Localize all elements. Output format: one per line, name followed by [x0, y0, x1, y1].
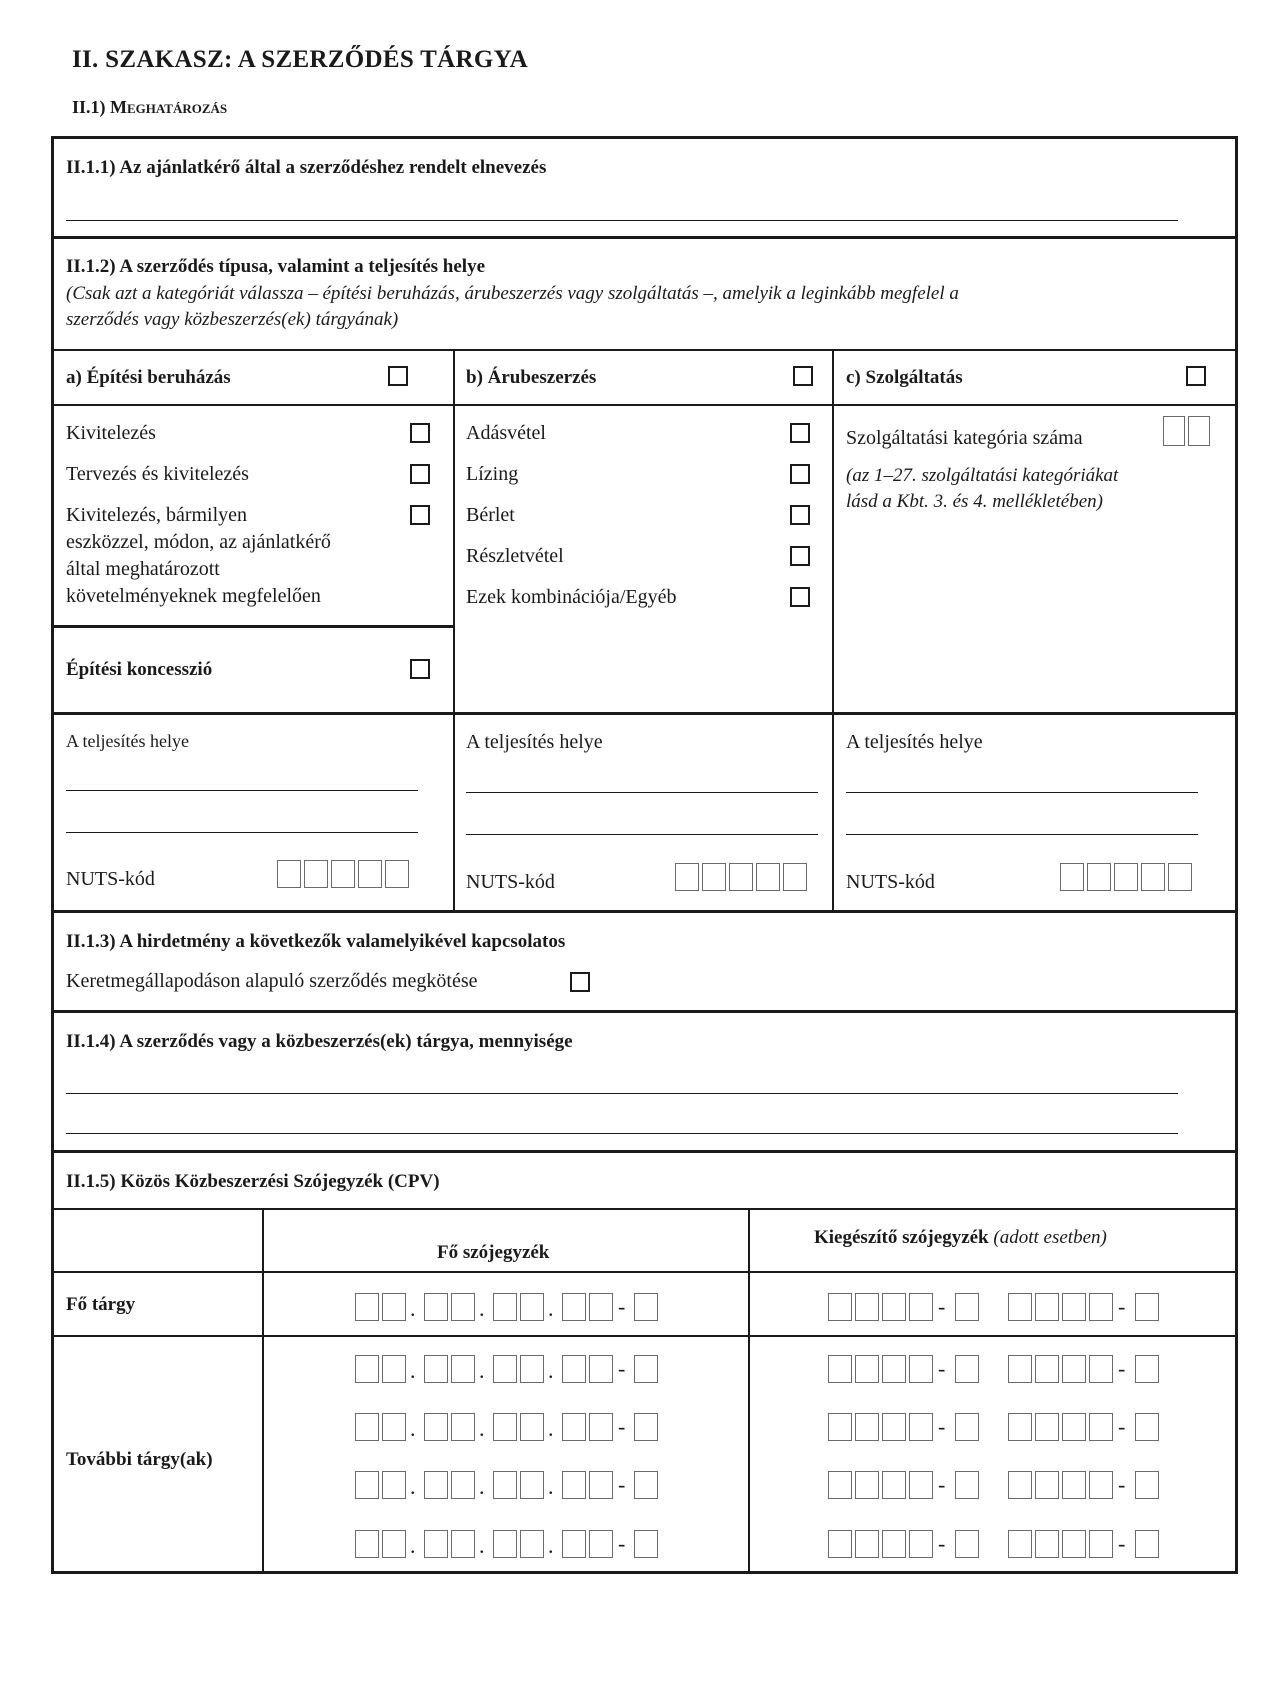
divider [51, 1271, 1238, 1273]
framework-label: Keretmegállapodáson alapuló szerződés megkötése [66, 970, 478, 992]
code-separator: . [548, 1296, 554, 1321]
digit-box[interactable] [424, 1293, 448, 1321]
divider [51, 236, 1238, 239]
divider [51, 1150, 1238, 1153]
digit-box[interactable] [855, 1293, 879, 1321]
place-label: A teljesítés helye [846, 731, 983, 753]
digit-box[interactable] [451, 1471, 475, 1499]
option-checkbox[interactable] [790, 505, 810, 525]
digit-box[interactable] [729, 863, 753, 891]
option-label: Részletvétel [466, 545, 564, 567]
digit-box[interactable] [1060, 863, 1084, 891]
option-checkbox[interactable] [790, 546, 810, 566]
answer-line[interactable] [466, 834, 818, 835]
digit-box[interactable] [331, 860, 355, 888]
option-checkbox[interactable] [790, 464, 810, 484]
digit-box[interactable] [520, 1355, 544, 1383]
col-c-checkbox[interactable] [1186, 366, 1206, 386]
digit-box[interactable] [493, 1413, 517, 1441]
divider [51, 1335, 1238, 1337]
digit-box[interactable] [355, 1293, 379, 1321]
code-separator: - [1118, 1356, 1126, 1381]
digit-box[interactable] [882, 1355, 906, 1383]
digit-box[interactable] [424, 1355, 448, 1383]
code-separator: - [938, 1414, 946, 1439]
code-separator: . [410, 1296, 416, 1321]
nuts-label: NUTS-kód [466, 871, 555, 893]
answer-line[interactable] [846, 834, 1198, 835]
digit-box[interactable] [1008, 1471, 1032, 1499]
digit-box[interactable] [277, 860, 301, 888]
section-label-ii-1-1: II.1.1) Az ajánlatkérő által a szerződéshez rendelt elnevezés [66, 157, 547, 178]
digit-box[interactable] [589, 1413, 613, 1441]
digit-box[interactable] [909, 1355, 933, 1383]
col-b-checkbox[interactable] [793, 366, 813, 386]
option-checkbox[interactable] [790, 587, 810, 607]
digit-box[interactable] [855, 1413, 879, 1441]
digit-box[interactable] [589, 1471, 613, 1499]
code-separator: - [618, 1294, 626, 1319]
digit-box[interactable] [1062, 1471, 1086, 1499]
section-label-ii-1-3: II.1.3) A hirdetmény a következők valamelyikével kapcsolatos [66, 931, 566, 952]
digit-box[interactable] [855, 1355, 879, 1383]
digit-box[interactable] [451, 1413, 475, 1441]
cpv-main-header: Fő szójegyzék [437, 1242, 550, 1263]
digit-box[interactable] [634, 1293, 658, 1321]
digit-box[interactable] [1008, 1530, 1032, 1558]
digit-box[interactable] [355, 1413, 379, 1441]
framework-checkbox[interactable] [570, 972, 590, 992]
option-label: eszközzel, módon, az ajánlatkérő [66, 531, 331, 553]
digit-box[interactable] [1062, 1355, 1086, 1383]
digit-box[interactable] [562, 1413, 586, 1441]
option-label: Tervezés és kivitelezés [66, 463, 249, 485]
code-separator: . [479, 1474, 485, 1499]
code-separator: - [618, 1472, 626, 1497]
digit-box[interactable] [1168, 863, 1192, 891]
cpv-row-additional-label: További tárgy(ak) [66, 1449, 213, 1470]
divider [51, 404, 1238, 406]
digit-box[interactable] [634, 1355, 658, 1383]
divider [51, 910, 1238, 913]
digit-box[interactable] [1188, 416, 1210, 446]
digit-box[interactable] [1035, 1355, 1059, 1383]
digit-box[interactable] [1008, 1413, 1032, 1441]
digit-box[interactable] [783, 863, 807, 891]
code-separator: - [938, 1294, 946, 1319]
digit-box[interactable] [909, 1471, 933, 1499]
divider [51, 625, 453, 628]
digit-box[interactable] [451, 1530, 475, 1558]
code-separator: - [1118, 1294, 1126, 1319]
digit-box[interactable] [1008, 1293, 1032, 1321]
digit-box[interactable] [828, 1293, 852, 1321]
digit-box[interactable] [562, 1355, 586, 1383]
digit-box[interactable] [520, 1530, 544, 1558]
option-label: Kivitelezés [66, 422, 156, 444]
col-b-title: b) Árubeszerzés [466, 367, 597, 388]
option-checkbox[interactable] [410, 423, 430, 443]
answer-line[interactable] [466, 792, 818, 793]
digit-box[interactable] [1062, 1413, 1086, 1441]
col-a-title: a) Építési beruházás [66, 367, 231, 388]
digit-box[interactable] [382, 1293, 406, 1321]
col-c-title: c) Szolgáltatás [846, 367, 963, 388]
code-separator: . [479, 1533, 485, 1558]
option-checkbox[interactable] [790, 423, 810, 443]
digit-box[interactable] [451, 1355, 475, 1383]
code-separator: - [938, 1472, 946, 1497]
digit-box[interactable] [1089, 1355, 1113, 1383]
answer-line[interactable] [846, 792, 1198, 793]
digit-box[interactable] [828, 1413, 852, 1441]
digit-box[interactable] [1114, 863, 1138, 891]
answer-line[interactable] [66, 1093, 1178, 1094]
cpv-row-main-label: Fő tárgy [66, 1294, 136, 1315]
code-separator: . [479, 1416, 485, 1441]
digit-box[interactable] [355, 1471, 379, 1499]
digit-box[interactable] [382, 1530, 406, 1558]
code-separator: . [548, 1358, 554, 1383]
category-note: (az 1–27. szolgáltatási kategóriákat [846, 465, 1119, 486]
digit-box[interactable] [1089, 1471, 1113, 1499]
col-a-checkbox[interactable] [388, 366, 408, 386]
digit-box[interactable] [1089, 1293, 1113, 1321]
digit-box[interactable] [1135, 1530, 1159, 1558]
digit-box[interactable] [520, 1413, 544, 1441]
digit-box[interactable] [589, 1355, 613, 1383]
option-label: által meghatározott [66, 558, 220, 580]
section-title: II. SZAKASZ: A SZERZŐDÉS TÁRGYA [72, 46, 528, 73]
code-separator: - [618, 1356, 626, 1381]
category-label: Szolgáltatási kategória száma [846, 427, 1083, 449]
column-divider [748, 1208, 750, 1572]
digit-box[interactable] [1135, 1355, 1159, 1383]
digit-box[interactable] [382, 1413, 406, 1441]
digit-box[interactable] [382, 1471, 406, 1499]
option-label: Bérlet [466, 504, 515, 526]
digit-box[interactable] [909, 1293, 933, 1321]
answer-line[interactable] [66, 1133, 1178, 1134]
digit-box[interactable] [1163, 416, 1185, 446]
answer-line[interactable] [66, 832, 418, 833]
divider [51, 712, 1238, 715]
answer-line[interactable] [66, 220, 1178, 221]
digit-box[interactable] [855, 1530, 879, 1558]
code-separator: - [1118, 1414, 1126, 1439]
digit-box[interactable] [493, 1355, 517, 1383]
code-separator: . [548, 1474, 554, 1499]
digit-box[interactable] [355, 1530, 379, 1558]
option-checkbox[interactable] [410, 464, 430, 484]
divider [51, 349, 1238, 351]
digit-box[interactable] [1035, 1471, 1059, 1499]
digit-box[interactable] [1035, 1293, 1059, 1321]
code-separator: - [1118, 1531, 1126, 1556]
digit-box[interactable] [520, 1293, 544, 1321]
code-separator: . [548, 1416, 554, 1441]
digit-box[interactable] [828, 1355, 852, 1383]
digit-box[interactable] [955, 1413, 979, 1441]
concession-label: Építési koncesszió [66, 659, 213, 680]
instruction-note: (Csak azt a kategóriát válassza – építési beruházás, árubeszerzés vagy szolgáltatás –, amelyik a leginkább megfelel a [66, 283, 959, 304]
digit-box[interactable] [882, 1413, 906, 1441]
divider [51, 1010, 1238, 1013]
instruction-note: szerződés vagy közbeszerzés(ek) tárgyának) [66, 309, 399, 330]
section-label-ii-1-2: II.1.2) A szerződés típusa, valamint a teljesítés helye [66, 256, 486, 277]
category-note: lásd a Kbt. 3. és 4. mellékletében) [846, 491, 1103, 512]
digit-box[interactable] [828, 1471, 852, 1499]
divider [51, 1208, 1238, 1210]
code-separator: - [938, 1356, 946, 1381]
option-label: Adásvétel [466, 422, 546, 444]
answer-line[interactable] [66, 790, 418, 791]
digit-box[interactable] [493, 1471, 517, 1499]
digit-box[interactable] [955, 1530, 979, 1558]
digit-box[interactable] [451, 1293, 475, 1321]
option-checkbox[interactable] [410, 505, 430, 525]
digit-box[interactable] [1035, 1530, 1059, 1558]
digit-box[interactable] [955, 1355, 979, 1383]
digit-box[interactable] [493, 1293, 517, 1321]
code-separator: - [938, 1531, 946, 1556]
code-separator: . [410, 1474, 416, 1499]
column-divider [832, 349, 834, 910]
option-label: Kivitelezés, bármilyen [66, 504, 248, 526]
digit-box[interactable] [589, 1530, 613, 1558]
option-label: követelményeknek megfelelően [66, 585, 321, 607]
section-label-ii-1-4: II.1.4) A szerződés vagy a közbeszerzés(ek) tárgya, mennyisége [66, 1031, 573, 1052]
place-label: A teljesítés helye [466, 731, 603, 753]
digit-box[interactable] [909, 1413, 933, 1441]
digit-box[interactable] [493, 1530, 517, 1558]
digit-box[interactable] [634, 1413, 658, 1441]
cpv-supp-header-bold: Kiegészítő szójegyzék [814, 1227, 989, 1248]
cpv-supp-header [814, 1227, 1107, 1249]
code-separator: . [410, 1358, 416, 1383]
digit-box[interactable] [955, 1293, 979, 1321]
column-divider [262, 1208, 264, 1572]
cpv-supp-header-note: (adott esetben) [993, 1227, 1107, 1248]
digit-box[interactable] [675, 863, 699, 891]
digit-box[interactable] [424, 1471, 448, 1499]
digit-box[interactable] [562, 1471, 586, 1499]
digit-box[interactable] [634, 1530, 658, 1558]
code-separator: . [410, 1533, 416, 1558]
code-separator: - [618, 1531, 626, 1556]
digit-box[interactable] [855, 1471, 879, 1499]
digit-box[interactable] [358, 860, 382, 888]
digit-box[interactable] [424, 1413, 448, 1441]
digit-box[interactable] [882, 1530, 906, 1558]
digit-box[interactable] [520, 1471, 544, 1499]
digit-box[interactable] [1135, 1293, 1159, 1321]
digit-box[interactable] [589, 1293, 613, 1321]
digit-box[interactable] [1135, 1471, 1159, 1499]
code-separator: . [479, 1296, 485, 1321]
digit-box[interactable] [382, 1355, 406, 1383]
concession-checkbox[interactable] [410, 659, 430, 679]
digit-box[interactable] [1062, 1530, 1086, 1558]
code-separator: - [618, 1414, 626, 1439]
digit-box[interactable] [909, 1530, 933, 1558]
digit-box[interactable] [1141, 863, 1165, 891]
digit-box[interactable] [1135, 1413, 1159, 1441]
digit-box[interactable] [1035, 1413, 1059, 1441]
digit-box[interactable] [355, 1355, 379, 1383]
code-separator: . [548, 1533, 554, 1558]
digit-box[interactable] [385, 860, 409, 888]
digit-box[interactable] [1087, 863, 1111, 891]
digit-box[interactable] [424, 1530, 448, 1558]
digit-box[interactable] [1062, 1293, 1086, 1321]
code-separator: . [410, 1416, 416, 1441]
digit-box[interactable] [1008, 1355, 1032, 1383]
column-divider [453, 349, 455, 910]
option-label: Lízing [466, 463, 519, 485]
code-separator: . [479, 1358, 485, 1383]
digit-box[interactable] [955, 1471, 979, 1499]
section-label-ii-1-5: II.1.5) Közös Közbeszerzési Szójegyzék (CPV) [66, 1171, 440, 1192]
digit-box[interactable] [756, 863, 780, 891]
digit-box[interactable] [828, 1530, 852, 1558]
nuts-label: NUTS-kód [846, 871, 935, 893]
place-label: A teljesítés helye [66, 731, 189, 751]
digit-box[interactable] [634, 1471, 658, 1499]
code-separator: - [1118, 1472, 1126, 1497]
digit-box[interactable] [1089, 1413, 1113, 1441]
digit-box[interactable] [1089, 1530, 1113, 1558]
option-label: Ezek kombinációja/Egyéb [466, 586, 677, 608]
subsection-title: II.1) Meghatározás [72, 97, 228, 117]
digit-box[interactable] [882, 1471, 906, 1499]
digit-box[interactable] [882, 1293, 906, 1321]
digit-box[interactable] [562, 1293, 586, 1321]
digit-box[interactable] [304, 860, 328, 888]
nuts-label: NUTS-kód [66, 868, 155, 890]
digit-box[interactable] [562, 1530, 586, 1558]
digit-box[interactable] [702, 863, 726, 891]
